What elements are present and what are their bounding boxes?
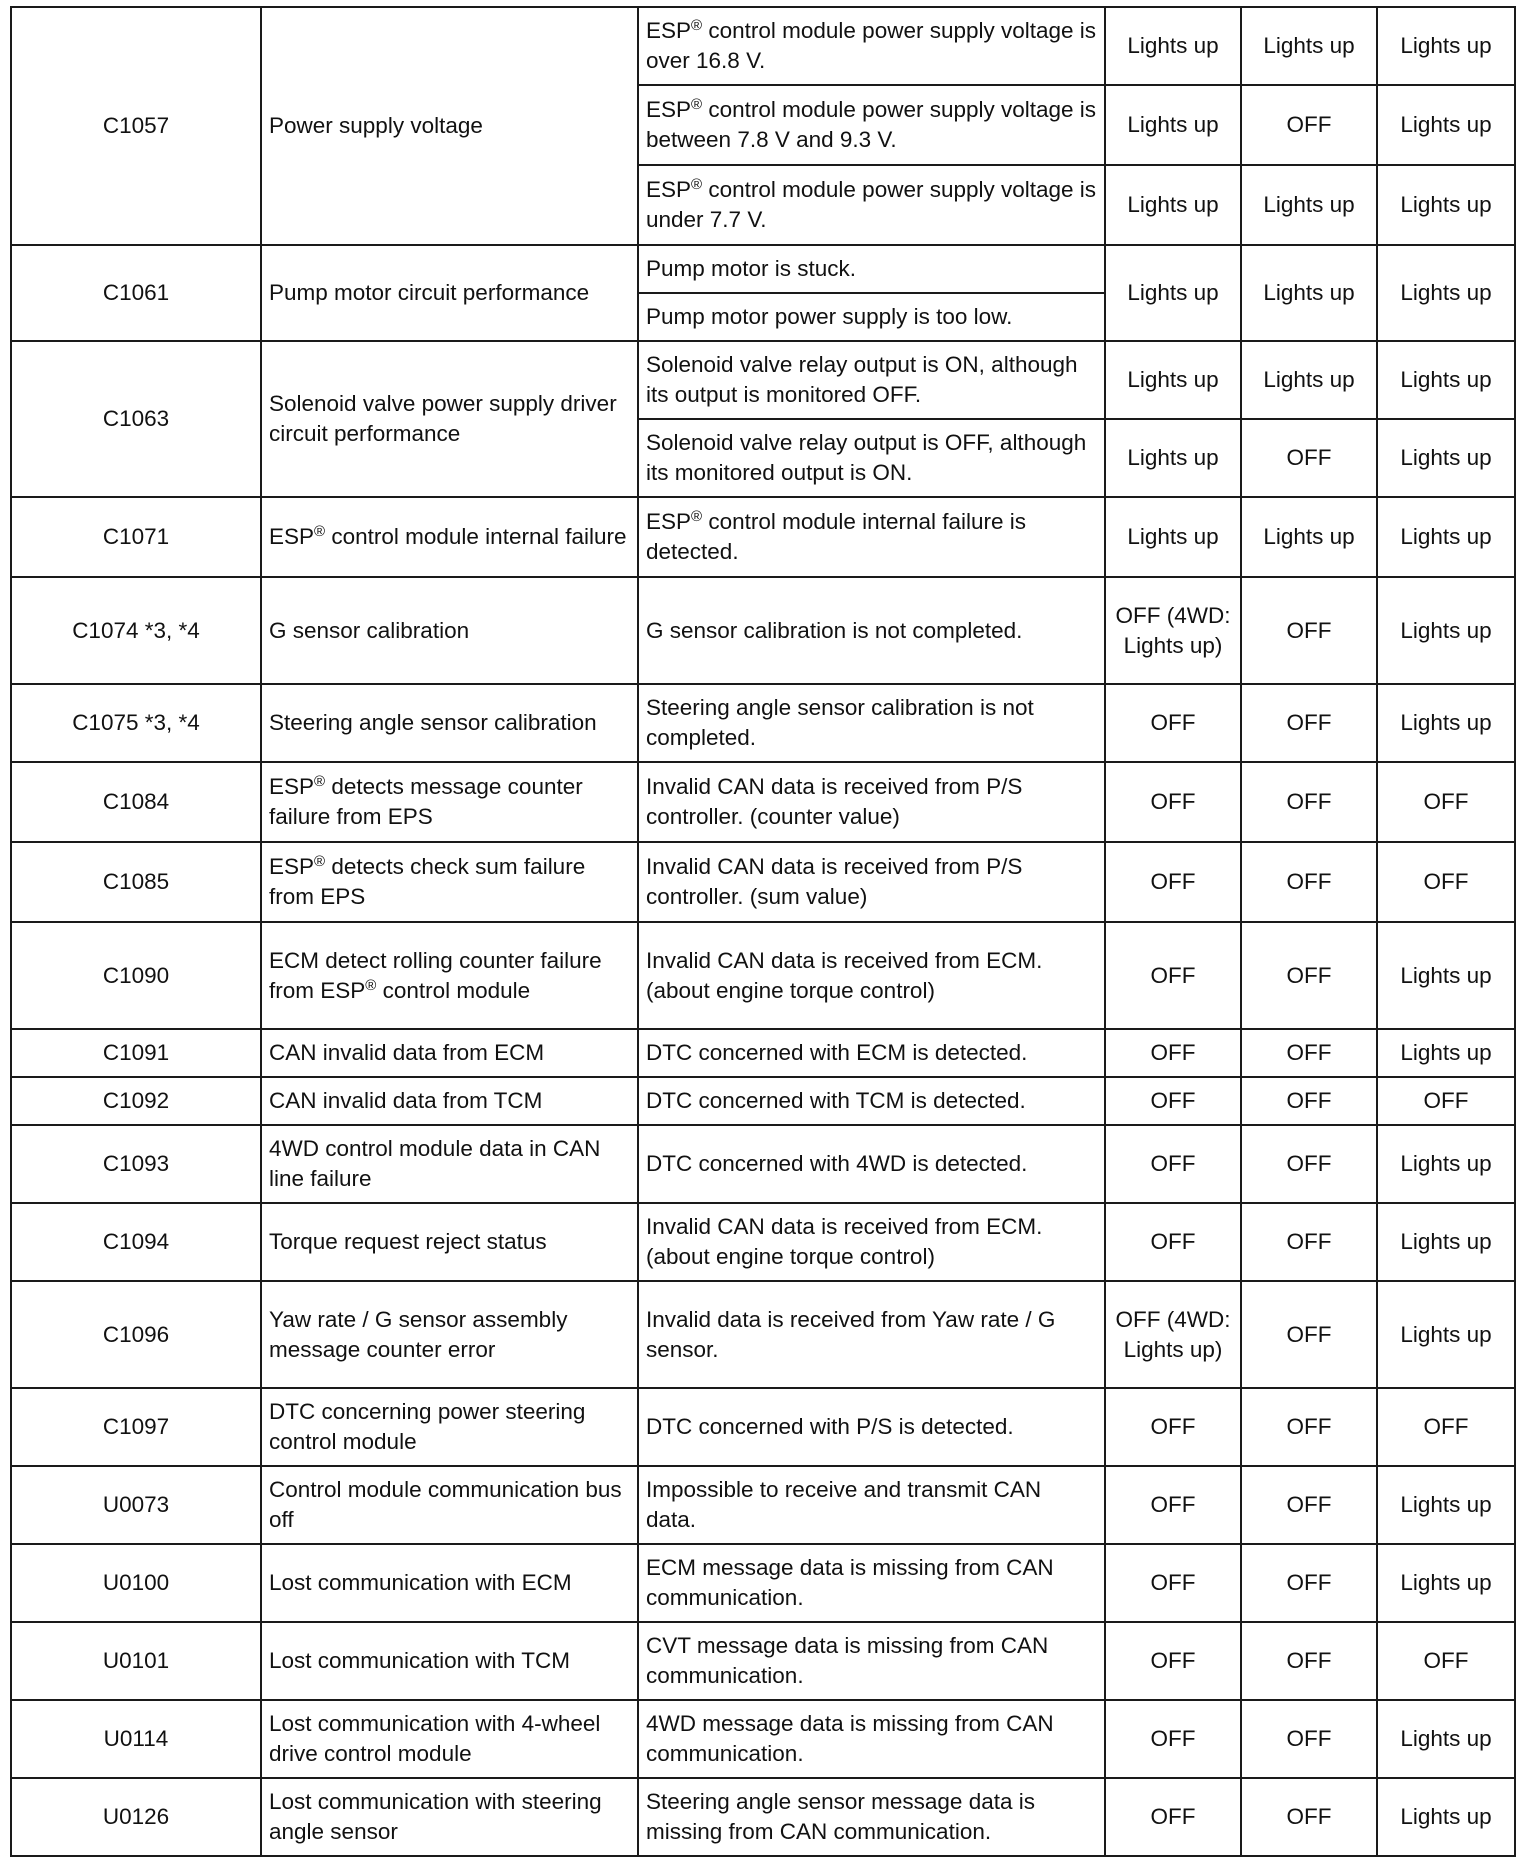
table-row [11,1700,1515,1778]
dtc-code: U0073 [11,1466,261,1544]
dtc-code: C1092 [11,1077,261,1125]
lamp-status-3: Lights up [1377,1700,1515,1778]
lamp-status-2: OFF [1241,1029,1377,1077]
dtc-item: 4WD control module data in CAN line failure [261,1125,638,1203]
lamp-status-2: OFF [1241,577,1377,684]
lamp-status-3: Lights up [1377,1544,1515,1622]
dtc-item: DTC concerning power steering control module [261,1388,638,1466]
lamp-status-2: Lights up [1241,245,1377,341]
table-row [11,1544,1515,1622]
lamp-status-1: OFF [1105,1778,1241,1856]
table-row [11,684,1515,762]
lamp-status-3: Lights up [1377,1029,1515,1077]
table-row [11,762,1515,842]
lamp-status-1: Lights up [1105,497,1241,577]
detecting-condition: DTC concerned with 4WD is detected. [638,1125,1105,1203]
detecting-condition: CVT message data is missing from CAN communication. [638,1622,1105,1700]
lamp-status-1: Lights up [1105,419,1241,497]
lamp-status-2: OFF [1241,1544,1377,1622]
detecting-condition: DTC concerned with P/S is detected. [638,1388,1105,1466]
detecting-condition: ECM message data is missing from CAN communication. [638,1544,1105,1622]
dtc-code: U0114 [11,1700,261,1778]
lamp-status-1: Lights up [1105,245,1241,341]
dtc-code: C1093 [11,1125,261,1203]
lamp-status-2: OFF [1241,1778,1377,1856]
detecting-condition: Invalid data is received from Yaw rate / G sensor. [638,1281,1105,1388]
dtc-item: Lost communication with 4-wheel drive control module [261,1700,638,1778]
lamp-status-2: Lights up [1241,497,1377,577]
lamp-status-3: Lights up [1377,1281,1515,1388]
dtc-item: G sensor calibration [261,577,638,684]
dtc-item: Solenoid valve power supply driver circuit performance [261,341,638,497]
lamp-status-2: Lights up [1241,7,1377,85]
lamp-status-1: OFF (4WD: Lights up) [1105,1281,1241,1388]
dtc-code: C1063 [11,341,261,497]
table-row [11,1388,1515,1466]
lamp-status-3: Lights up [1377,341,1515,419]
dtc-item: Steering angle sensor calibration [261,684,638,762]
dtc-item: Control module communication bus off [261,1466,638,1544]
table-row [11,577,1515,684]
dtc-item: Lost communication with TCM [261,1622,638,1700]
dtc-item: ESP® detects check sum failure from EPS [261,842,638,922]
lamp-status-3: Lights up [1377,85,1515,165]
detecting-condition: ESP® control module power supply voltage is over 16.8 V. [638,7,1105,85]
lamp-status-2: OFF [1241,1281,1377,1388]
detecting-condition: Steering angle sensor calibration is not completed. [638,684,1105,762]
dtc-item: Pump motor circuit performance [261,245,638,341]
dtc-code: C1096 [11,1281,261,1388]
detecting-condition: Solenoid valve relay output is ON, although its output is monitored OFF. [638,341,1105,419]
dtc-code: C1057 [11,7,261,245]
lamp-status-1: OFF [1105,1544,1241,1622]
dtc-code: U0100 [11,1544,261,1622]
table-row [11,1029,1515,1077]
lamp-status-2: Lights up [1241,165,1377,245]
lamp-status-3: OFF [1377,1077,1515,1125]
lamp-status-1: OFF [1105,842,1241,922]
lamp-status-2: OFF [1241,922,1377,1029]
lamp-status-1: OFF [1105,922,1241,1029]
lamp-status-2: OFF [1241,842,1377,922]
detecting-condition: ESP® control module power supply voltage is under 7.7 V. [638,165,1105,245]
lamp-status-1: OFF (4WD: Lights up) [1105,577,1241,684]
table-row [11,1281,1515,1388]
detecting-condition: G sensor calibration is not completed. [638,577,1105,684]
detecting-condition: Pump motor is stuck. [638,245,1105,293]
table-row [11,245,1515,293]
detecting-condition: DTC concerned with TCM is detected. [638,1077,1105,1125]
lamp-status-1: OFF [1105,1077,1241,1125]
lamp-status-3: Lights up [1377,497,1515,577]
detecting-condition: Invalid CAN data is received from ECM. (about engine torque control) [638,922,1105,1029]
dtc-item: CAN invalid data from ECM [261,1029,638,1077]
dtc-code: C1094 [11,1203,261,1281]
lamp-status-1: OFF [1105,684,1241,762]
lamp-status-3: Lights up [1377,922,1515,1029]
lamp-status-1: OFF [1105,1700,1241,1778]
detecting-condition: 4WD message data is missing from CAN communication. [638,1700,1105,1778]
detecting-condition: Invalid CAN data is received from P/S controller. (sum value) [638,842,1105,922]
lamp-status-1: OFF [1105,1388,1241,1466]
lamp-status-2: OFF [1241,1700,1377,1778]
dtc-item: Power supply voltage [261,7,638,245]
lamp-status-2: OFF [1241,1125,1377,1203]
lamp-status-1: Lights up [1105,7,1241,85]
dtc-item: Lost communication with steering angle sensor [261,1778,638,1856]
lamp-status-1: Lights up [1105,341,1241,419]
lamp-status-3: OFF [1377,842,1515,922]
lamp-status-3: Lights up [1377,1778,1515,1856]
dtc-item: CAN invalid data from TCM [261,1077,638,1125]
lamp-status-1: OFF [1105,1466,1241,1544]
table-row [11,1125,1515,1203]
dtc-item: ESP® detects message counter failure from EPS [261,762,638,842]
dtc-code: C1074 *3, *4 [11,577,261,684]
lamp-status-2: OFF [1241,1388,1377,1466]
dtc-code: C1071 [11,497,261,577]
detecting-condition: ESP® control module power supply voltage is between 7.8 V and 9.3 V. [638,85,1105,165]
dtc-code: C1084 [11,762,261,842]
dtc-item: ESP® control module internal failure [261,497,638,577]
lamp-status-2: OFF [1241,1203,1377,1281]
detecting-condition: Invalid CAN data is received from ECM. (about engine torque control) [638,1203,1105,1281]
detecting-condition: Solenoid valve relay output is OFF, although its monitored output is ON. [638,419,1105,497]
dtc-item: ECM detect rolling counter failure from ESP® control module [261,922,638,1029]
lamp-status-1: OFF [1105,1622,1241,1700]
lamp-status-3: OFF [1377,762,1515,842]
table-row [11,1622,1515,1700]
lamp-status-3: Lights up [1377,1203,1515,1281]
lamp-status-2: OFF [1241,419,1377,497]
lamp-status-1: OFF [1105,762,1241,842]
dtc-item: Torque request reject status [261,1203,638,1281]
lamp-status-2: OFF [1241,684,1377,762]
lamp-status-2: OFF [1241,1622,1377,1700]
lamp-status-2: OFF [1241,762,1377,842]
lamp-status-2: OFF [1241,1077,1377,1125]
detecting-condition: Invalid CAN data is received from P/S controller. (counter value) [638,762,1105,842]
table-row [11,7,1515,85]
lamp-status-3: Lights up [1377,684,1515,762]
lamp-status-1: Lights up [1105,165,1241,245]
table-row [11,842,1515,922]
dtc-code: C1090 [11,922,261,1029]
dtc-item: Yaw rate / G sensor assembly message counter error [261,1281,638,1388]
lamp-status-3: Lights up [1377,1125,1515,1203]
lamp-status-2: Lights up [1241,341,1377,419]
lamp-status-1: OFF [1105,1125,1241,1203]
dtc-item: Lost communication with ECM [261,1544,638,1622]
lamp-status-1: Lights up [1105,85,1241,165]
detecting-condition: Impossible to receive and transmit CAN data. [638,1466,1105,1544]
lamp-status-3: OFF [1377,1622,1515,1700]
lamp-status-3: OFF [1377,1388,1515,1466]
dtc-code: C1091 [11,1029,261,1077]
lamp-status-3: Lights up [1377,1466,1515,1544]
lamp-status-3: Lights up [1377,165,1515,245]
detecting-condition: Pump motor power supply is too low. [638,293,1105,341]
dtc-code: C1097 [11,1388,261,1466]
table-row [11,1778,1515,1856]
dtc-code: C1075 *3, *4 [11,684,261,762]
table-row [11,497,1515,577]
dtc-code: C1085 [11,842,261,922]
lamp-status-2: OFF [1241,85,1377,165]
detecting-condition: DTC concerned with ECM is detected. [638,1029,1105,1077]
table-row [11,341,1515,419]
table-row [11,1077,1515,1125]
lamp-status-1: OFF [1105,1203,1241,1281]
dtc-code: C1061 [11,245,261,341]
lamp-status-3: Lights up [1377,7,1515,85]
lamp-status-3: Lights up [1377,419,1515,497]
table-row [11,922,1515,1029]
dtc-code: U0126 [11,1778,261,1856]
dtc-code: U0101 [11,1622,261,1700]
detecting-condition: Steering angle sensor message data is missing from CAN communication. [638,1778,1105,1856]
lamp-status-3: Lights up [1377,577,1515,684]
table-row [11,1466,1515,1544]
dtc-table [10,6,1516,1857]
lamp-status-1: OFF [1105,1029,1241,1077]
detecting-condition: ESP® control module internal failure is detected. [638,497,1105,577]
table-row [11,1203,1515,1281]
lamp-status-2: OFF [1241,1466,1377,1544]
lamp-status-3: Lights up [1377,245,1515,341]
